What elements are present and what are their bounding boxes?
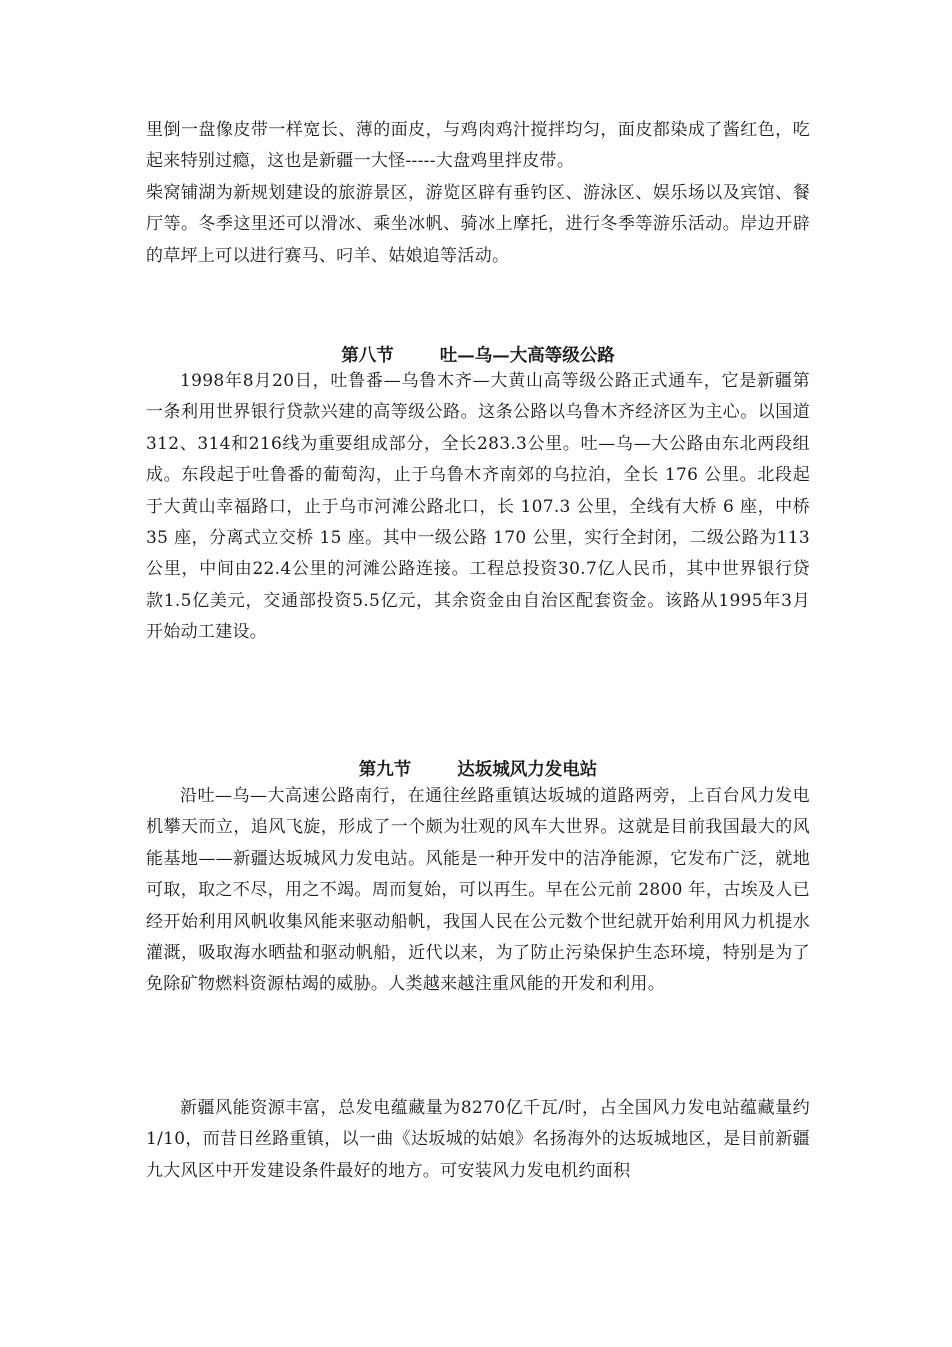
paragraph-chaiwopu-lake: 柴窝铺湖为新规划建设的旅游景区，游览区辟有垂钓区、游泳区、娱乐场以及宾馆、餐厅等。冬季这里还可以滑冰、乘坐冰帆、骑冰上摩托，进行冬季等游乐活动。岸边开辟的草坪上可以进行赛马、叼羊、姑娘追等活动。 (146, 183, 810, 266)
section-9-number: 第九节 (358, 760, 412, 780)
section-8-heading (146, 342, 810, 367)
section-8-title: 吐—乌—大高等级公路 (439, 346, 615, 366)
section-8-paragraph: 1998年8月20日，吐鲁番—乌鲁木齐—大黄山高等级公路正式通车，它是新疆第一条利用世界银行贷款兴建的高等级公路。这条公路以乌鲁木齐经济区为主心。以国道312、314和216线为重要组成部分，全长283.3公里。吐—乌—大公路由东北两段组成。东段起于吐鲁番的葡萄沟，止于乌鲁木齐南郊的乌拉泊，全长 176 公里。北段起于大黄山幸福路口，止于乌市河滩公路北口，长 107.3 公里，全线有大桥 6 座，中桥 35 座，分离式立交桥 15 座。其中一级公路 170 公里，实行全封闭，二级公路为113公里，中间由22.4公里的河滩公路连接。工程总投资30.7亿人民币，其中世界银行贷款1.5亿美元，交通部投资5.5亿元，其余资金由自治区配套资金。该路从1995年3月开始动工建设。 (146, 371, 810, 643)
section-8-number: 第八节 (341, 346, 394, 366)
paragraph-dapanji: 里倒一盘像皮带一样宽长、薄的面皮，与鸡肉鸡汁搅拌均匀，面皮都染成了酱红色，吃起来特别过瘾，这也是新疆一大怪-----大盘鸡里拌皮带。 (146, 120, 810, 172)
section-9-paragraph-wind-resources: 新疆风能资源丰富，总发电蕴藏量为8270亿千瓦/时，占全国风力发电站蕴藏量约 1/10，而昔日丝路重镇，以一曲《达坂城的姑娘》名扬海外的达坂城地区，是目前新疆九大风区中开发建设条件最好的地方。可安装风力发电机约面积 (146, 1098, 810, 1181)
section-9-title: 达坂城风力发电站 (457, 760, 598, 780)
section-9-paragraph-wind-energy: 沿吐—乌—大高速公路南行，在通往丝路重镇达坂城的道路两旁，上百台风力发电机攀天而立，追风飞旋，形成了一个颇为壮观的风车大世界。这就是目前我国最大的风能基地——新疆达坂城风力发电站。风能是一种开发中的洁净能源，它发布广泛，就地可取，取之不尽，用之不竭。周而复始，可以再生。早在公元前 2800 年，古埃及人已经开始利用风帆收集风能来驱动船帆，我国人民在公元数个世纪就开始利用风力机提水灌溉，吸取海水晒盐和驱动帆船，近代以来，为了防止污染保护生态环境，特别是为了免除矿物燃料资源枯竭的威胁。人类越来越注重风能的开发和利用。 (146, 786, 810, 995)
section-9-heading (146, 756, 810, 781)
